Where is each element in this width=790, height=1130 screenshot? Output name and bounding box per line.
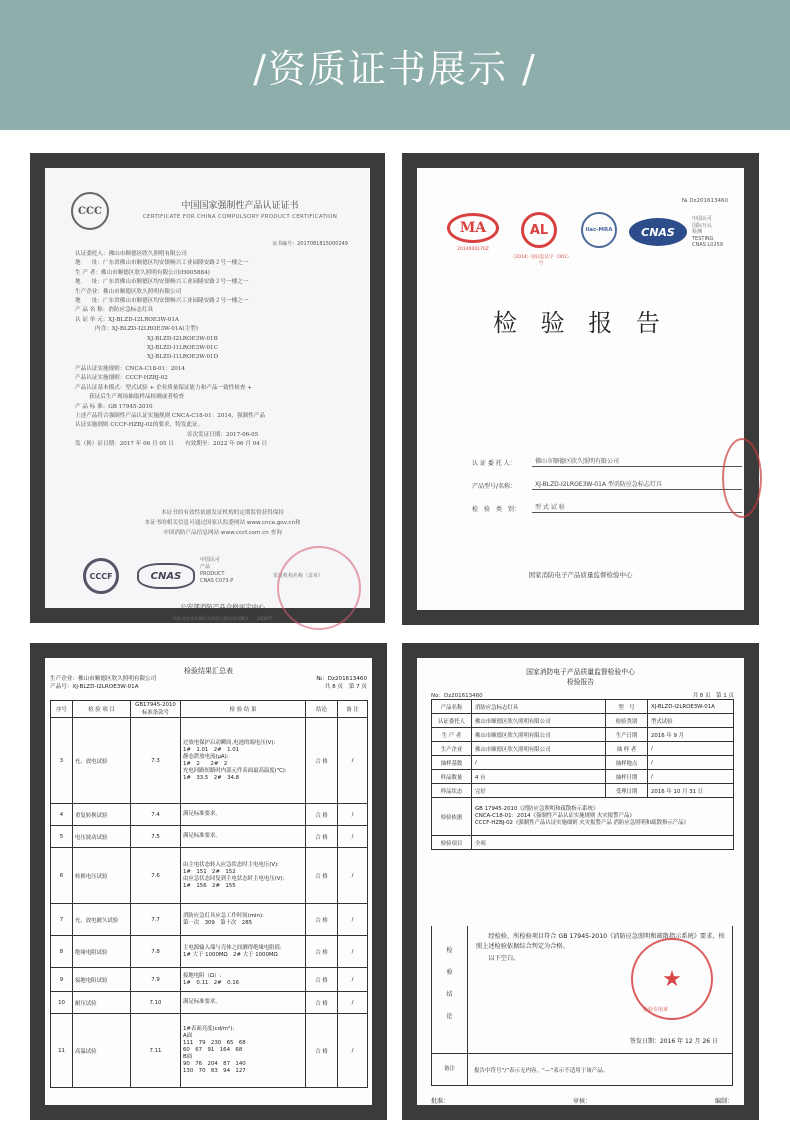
cell-conclusion: 合 格 bbox=[306, 718, 338, 804]
column-header: 检 验 项 目 bbox=[73, 701, 131, 718]
cell-note: / bbox=[338, 826, 368, 848]
table-row bbox=[432, 784, 734, 798]
field-value: XJ-BLZD-I2LROE3W-01A 型消防应急标志灯具 bbox=[532, 479, 742, 490]
cell-clause: 7.6 bbox=[131, 848, 181, 904]
cell-result: 接地电阻（Ω）: 1# 0.11 2# 0.16 bbox=[181, 968, 306, 992]
field-line: 地 址：广东省佛山市顺德区均安镇畅兴工业园隆安路２号一楼之一 bbox=[75, 260, 249, 267]
producer-line: 生产企业：佛山市顺德区欣久照明有限公司 bbox=[50, 676, 157, 682]
issuing-organization: 公安部消防产品合格评定中心 bbox=[180, 603, 265, 611]
issuer-signature-label: 发证机构名称（盖章） bbox=[273, 573, 324, 579]
cell-item: 电压波动试验 bbox=[73, 826, 131, 848]
cell-result: 满足标准要求。 bbox=[181, 992, 306, 1014]
field-line: 获证后生产现场抽取样品检测或者检查 bbox=[89, 394, 185, 401]
page-indicator: 共 8 页 第 1 页 bbox=[692, 693, 734, 699]
model-line: XJ-BLZD-I2LROE3W-01B bbox=[147, 335, 218, 342]
note-line: 中国消防产品信息网站 www.cccf.com.cn 查询 bbox=[163, 530, 282, 536]
cell-label: 受理日期 bbox=[606, 784, 648, 798]
field-line: 上述产品符合强制性产品认证实施规则 CNCA-C18-01：2014、强制性产品 bbox=[75, 412, 266, 419]
summary-title: 检验结果汇总表 bbox=[184, 667, 233, 675]
cell-note: / bbox=[338, 992, 368, 1014]
cell-value: 2016 年 10 月 31 日 bbox=[648, 784, 734, 798]
table-row bbox=[432, 756, 734, 770]
cma-caption: 2014000170Z bbox=[457, 247, 489, 252]
compiler-label: 编制： bbox=[714, 1098, 733, 1105]
cell-item: 高温试验 bbox=[73, 1014, 131, 1088]
cell-note: / bbox=[338, 804, 368, 826]
cell-label: 样品状态 bbox=[432, 784, 472, 798]
ccc-logo-icon: CCC bbox=[71, 192, 109, 230]
cell-conclusion: 合 格 bbox=[306, 968, 338, 992]
field-line: 产品认证实施规则：CNCA-C18-01：2014 bbox=[75, 365, 185, 372]
cnas-line: 检测 bbox=[692, 229, 703, 235]
cell-value: 完好 bbox=[472, 784, 606, 798]
table-row bbox=[432, 770, 734, 784]
column-header: 结论 bbox=[306, 701, 338, 718]
page-title: /资质证书展示 / bbox=[253, 46, 537, 91]
table-row bbox=[432, 836, 734, 850]
conclusion-line: 经检验，所检验项目符合 GB 17945-2010《消防应急照明和疏散指示系统》要求，按照上述检验依据综合判定为合格。 bbox=[476, 933, 725, 950]
table-row bbox=[432, 742, 734, 756]
column-header: GB17945-2010 标准条款号 bbox=[131, 701, 181, 718]
label-char: 验 bbox=[446, 969, 453, 976]
cell-label: 抽 样 者 bbox=[606, 742, 648, 756]
cell-result: 过放电保护启动瞬间,电池的端电压(V): 1# 1.01 2# 1.01 静态泄放电流(μA): 1# 2 2# 2 充电回路短路时内部元件表面最高温度(℃): 1# 33.5 2# 34.8 bbox=[181, 718, 306, 804]
cell-label: 检验类别 bbox=[606, 714, 648, 728]
field-value: 型 式 试 验 bbox=[532, 502, 742, 513]
cell-conclusion: 合 格 bbox=[306, 936, 338, 968]
cell-result: 满足标准要求。 bbox=[181, 804, 306, 826]
cell-clause: 7.5 bbox=[131, 826, 181, 848]
cell-item: 绝缘电阻试验 bbox=[73, 936, 131, 968]
cell-label: 产品名称 bbox=[432, 700, 472, 714]
cell-note: / bbox=[338, 848, 368, 904]
cover-field-row bbox=[472, 490, 742, 513]
cell-value: 佛山市顺德区欣久照明有限公司 bbox=[472, 742, 606, 756]
cell-clause: 7.8 bbox=[131, 936, 181, 968]
field-line: 生产企业：佛山市顺德区欣久照明有限公司 bbox=[75, 288, 182, 295]
field-line: 产 品 标 准：GB 17945-2010 bbox=[75, 403, 153, 410]
table-row bbox=[51, 718, 368, 804]
cell-clause: 7.7 bbox=[131, 904, 181, 936]
cnas-line: TESTING bbox=[692, 235, 714, 242]
cell-item: 转换电压试验 bbox=[73, 848, 131, 904]
cell-label: 生产日期 bbox=[606, 728, 648, 742]
cell-note: / bbox=[338, 1014, 368, 1088]
cell-label: 样品数量 bbox=[432, 770, 472, 784]
field-label: 检 验 类 别： bbox=[472, 506, 521, 513]
cell-value: 4 台 bbox=[472, 770, 606, 784]
reviewer-label: 审核： bbox=[572, 1098, 591, 1105]
cell-result: 满足标准要求。 bbox=[181, 826, 306, 848]
cell-label: 抽样基数 bbox=[432, 756, 472, 770]
model-line: XJ-BLZD-I1LROE3W-01D bbox=[147, 354, 219, 361]
table-row bbox=[432, 728, 734, 742]
cell-conclusion: 合 格 bbox=[306, 1014, 338, 1088]
field-line: 产品认证实施细则：CCCF-HZBJ-02 bbox=[75, 375, 168, 382]
cell-value: 佛山市顺德区欣久照明有限公司 bbox=[472, 714, 606, 728]
notes-text: 报告中符号“/”表示无内容，“—”表示不适用于该产品。 bbox=[474, 1068, 609, 1074]
ccc-certificate-document bbox=[45, 168, 370, 621]
table-row bbox=[432, 798, 734, 836]
table-row bbox=[51, 826, 368, 848]
cell-item: 充、放电试验 bbox=[73, 718, 131, 804]
header-banner bbox=[0, 0, 790, 130]
cell-label: 型 号 bbox=[606, 700, 648, 714]
cell-no: 4 bbox=[51, 804, 73, 826]
cnas-line: CNAS C073-P bbox=[200, 578, 234, 584]
cell-label: 检验项目 bbox=[432, 836, 472, 850]
cell-result: 1#表面亮度(cd/m²): A面 111 79 230 65 68 60 67 91 164 68 B面 90 76 204 87 140 130 70 83 94 127 bbox=[181, 1014, 306, 1088]
signature-row bbox=[431, 1096, 733, 1105]
cover-field-row bbox=[472, 467, 742, 490]
report-cover-document bbox=[417, 168, 744, 610]
field-value: 佛山市顺德区欣久照明有限公司 bbox=[532, 456, 742, 467]
cell-note: / bbox=[338, 936, 368, 968]
field-label: 产品型号/名称： bbox=[472, 483, 517, 490]
cell-value: 佛山市顺德区欣久照明有限公司 bbox=[472, 728, 606, 742]
seal-text: 检验专用章 bbox=[643, 1007, 669, 1013]
cell-note: / bbox=[338, 968, 368, 992]
report-number: №：Dz201613460 bbox=[316, 676, 367, 682]
table-header-row bbox=[51, 701, 368, 718]
cell-conclusion: 合 格 bbox=[306, 904, 338, 936]
cell-result: 消防应急灯具应急工作时间(min): 第一次 309 第十次 285 bbox=[181, 904, 306, 936]
cell-conclusion: 合 格 bbox=[306, 804, 338, 826]
field-line: 地 址：广东省佛山市顺德区均安镇畅兴工业园隆安路２号一楼之一 bbox=[75, 298, 249, 305]
model-line: 产品号：XJ-BLZD-I2LROE3W-01A bbox=[50, 683, 139, 690]
results-summary-document bbox=[45, 658, 372, 1105]
table-row bbox=[51, 804, 368, 826]
cell-label: 抽样日期 bbox=[606, 770, 648, 784]
table-row bbox=[51, 848, 368, 904]
issuer-address: 中国·北京市东城区东四西大街东里108号 100077 bbox=[172, 616, 273, 621]
column-header: 备 注 bbox=[338, 701, 368, 718]
results-table bbox=[50, 700, 368, 1088]
summary-header bbox=[50, 676, 367, 691]
issue-date: 签发日期：2016 年 12 月 26 日 bbox=[629, 1038, 718, 1045]
table-row bbox=[51, 992, 368, 1014]
cma-logo-icon: MA 2014000170Z bbox=[441, 213, 505, 255]
field-line: 生 产 者：佛山市顺德区欣久照明有限公司(H005884) bbox=[75, 269, 210, 276]
cal-logo-icon: AL bbox=[521, 212, 557, 248]
cell-no: 7 bbox=[51, 904, 73, 936]
cell-note: / bbox=[338, 718, 368, 804]
cccf-logo-icon: CCCF bbox=[83, 558, 119, 594]
cell-item: 重复转换试验 bbox=[73, 804, 131, 826]
model-line: 内含：XJ-BLZD-I2LROE3W-01A(主型) bbox=[95, 326, 198, 333]
cell-no: 10 bbox=[51, 992, 73, 1014]
table-row bbox=[51, 936, 368, 968]
report-title: 检验报告 bbox=[566, 678, 595, 686]
cal-caption: （2014）国认监认字（001）号 bbox=[510, 255, 572, 266]
table-row bbox=[432, 700, 734, 714]
cell-value: / bbox=[648, 742, 734, 756]
cell-clause: 7.9 bbox=[131, 968, 181, 992]
field-line: 认 证 单 元：XJ-BLZD-I2LROE3W-01A bbox=[75, 316, 179, 323]
cell-label: 抽样地点 bbox=[606, 756, 648, 770]
cell-item: 耐压试验 bbox=[73, 992, 131, 1014]
certificate-frame-report-cover[interactable] bbox=[402, 153, 759, 625]
cell-value: 型式试验 bbox=[648, 714, 734, 728]
cell-value: 消防应急标志灯具 bbox=[472, 700, 606, 714]
cell-value: / bbox=[648, 756, 734, 770]
cell-label: 生 产 者 bbox=[432, 728, 472, 742]
edge-seal bbox=[722, 438, 762, 518]
cnas-line: 中国认可 bbox=[692, 216, 713, 222]
cnas-logo-icon: CNAS bbox=[629, 218, 687, 246]
cell-note: / bbox=[338, 904, 368, 936]
cnas-logo-icon: CNAS bbox=[137, 563, 195, 589]
cell-conclusion: 合 格 bbox=[306, 992, 338, 1014]
cell-label: 检验依据 bbox=[432, 798, 472, 836]
report-info-table bbox=[431, 699, 734, 850]
notes-label: 备注 bbox=[432, 1054, 468, 1085]
cell-conclusion: 合 格 bbox=[306, 826, 338, 848]
certificate-title: 中国国家强制性产品认证证书 bbox=[181, 201, 299, 211]
cnas-accreditation-text bbox=[692, 216, 723, 249]
testing-center-name: 国家消防电子产品质量监督检验中心 bbox=[526, 668, 635, 676]
label-char: 论 bbox=[446, 1013, 453, 1020]
field-line: 认证实施细则 CCCF-HZBJ-02的要求，特发此证。 bbox=[75, 422, 204, 429]
cell-clause: 7.11 bbox=[131, 1014, 181, 1088]
certificate-fields bbox=[75, 250, 370, 450]
cell-clause: 7.4 bbox=[131, 804, 181, 826]
cnas-line: 中国认可 bbox=[200, 557, 221, 563]
field-line: 地 址：广东省佛山市顺德区均安镇畅兴工业园隆安路２号一楼之一 bbox=[75, 279, 249, 286]
model-line: XJ-BLZD-I1LROE3W-01C bbox=[147, 345, 218, 352]
table-row bbox=[51, 1014, 368, 1088]
table-row bbox=[51, 968, 368, 992]
field-label: 认 证 委 托 人： bbox=[472, 460, 516, 467]
cell-clause: 7.10 bbox=[131, 992, 181, 1014]
cnas-line: CNAS L0259 bbox=[692, 242, 723, 248]
star-seal-icon: ★ bbox=[631, 938, 713, 1020]
cnas-line: 国际互认 bbox=[692, 222, 713, 229]
testing-center-name: 国家消防电子产品质量监督检验中心 bbox=[528, 571, 633, 579]
cell-no: 8 bbox=[51, 936, 73, 968]
conclusion-label bbox=[432, 926, 468, 1053]
column-header: 检 验 结 果 bbox=[181, 701, 306, 718]
cell-value: 全项 bbox=[472, 836, 734, 850]
ilac-mra-logo-icon: ilac-MRA bbox=[581, 212, 617, 248]
report-detail-document bbox=[417, 658, 744, 1105]
cell-item: 充、放电耐久试验 bbox=[73, 904, 131, 936]
cell-value: GB 17945-2010《消防应急照明和疏散指示系统》 CNCA-C18-01：2014《强制性产品认证实施规则 火灾报警产品》 CCCF-HZBJ-02《强制性产品认证实施细则 火灾报警产品 消防应急照明和疏散指示产品》 bbox=[472, 798, 734, 836]
cell-no: 6 bbox=[51, 848, 73, 904]
cell-label: 认证委托人 bbox=[432, 714, 472, 728]
cell-no: 5 bbox=[51, 826, 73, 848]
report-cover-fields bbox=[472, 444, 742, 513]
note-line: 本证书的相关信息可通过国家认监委网站 www.cnca.gov.cn和 bbox=[144, 520, 301, 526]
approver-label: 批准： bbox=[431, 1098, 450, 1105]
cell-value: 2016 年 9 月 bbox=[648, 728, 734, 742]
cnas-line: PRODUCT bbox=[200, 571, 225, 577]
certificate-frame-results-summary[interactable] bbox=[30, 643, 387, 1120]
field-line: 认证委托人：佛山市顺德区欣久照明有限公司 bbox=[75, 251, 187, 257]
cnas-accreditation-text bbox=[200, 557, 233, 585]
certificate-subtitle: CERTIFICATE FOR CHINA COMPULSORY PRODUCT CERTIFICATION bbox=[142, 214, 338, 220]
certificate-notes bbox=[85, 508, 360, 538]
notes-block bbox=[431, 1054, 733, 1086]
report-number: No：Dz201613460 bbox=[431, 693, 483, 699]
cell-clause: 7.3 bbox=[131, 718, 181, 804]
cell-conclusion: 合 格 bbox=[306, 848, 338, 904]
field-line: 首次发证日期：2017-06-05 bbox=[186, 431, 259, 438]
label-char: 结 bbox=[446, 991, 453, 998]
cell-result: 主电源输入端与壳体之间测得绝缘电阻值: 1# 大于 1000MΩ 2# 大于 1000MΩ bbox=[181, 936, 306, 968]
cell-value: / bbox=[472, 756, 606, 770]
column-header: 序号 bbox=[51, 701, 73, 718]
cover-field-row bbox=[472, 444, 742, 467]
field-line: 产 品 名 称：消防应急标志灯具 bbox=[75, 307, 154, 314]
cell-result: 由主电状态转入应急状态时主电电压(V): 1# 151 2# 152 由应急状态回复到主电状态时主电电压(V): 1# 156 2# 155 bbox=[181, 848, 306, 904]
report-title: 检 验 报 告 bbox=[493, 309, 668, 337]
table-row bbox=[432, 714, 734, 728]
cnas-line: 产品 bbox=[200, 564, 211, 570]
cell-value: / bbox=[648, 770, 734, 784]
cell-no: 3 bbox=[51, 718, 73, 804]
certificate-frame-report-detail[interactable] bbox=[402, 643, 759, 1120]
table-row bbox=[51, 904, 368, 936]
page-indicator: 共 8 页 第 7 页 bbox=[324, 683, 367, 690]
certificate-number: 证书编号：2017081815000249 bbox=[272, 241, 348, 247]
cell-item: 接地电阻试验 bbox=[73, 968, 131, 992]
label-char: 检 bbox=[446, 947, 453, 954]
conclusion-line: 以下空白。 bbox=[488, 955, 520, 962]
cell-label: 生产企业 bbox=[432, 742, 472, 756]
note-line: 本证书的有效性依据发证机构的定期监督获得保持 bbox=[160, 510, 285, 516]
field-line: 产品认证基本模式：型式试验 + 企业质量保证能力和产品一致性检查 + bbox=[75, 384, 252, 391]
cell-no: 9 bbox=[51, 968, 73, 992]
cell-no: 11 bbox=[51, 1014, 73, 1088]
report-number: № Dz201613460 bbox=[681, 198, 728, 204]
cell-value: XJ-BLZD-I2LROE3W-01A bbox=[648, 700, 734, 714]
field-line: 发（换）证日期：2017 年 06 月 05 日 有效期至：2022 年 06 月 04 日 bbox=[75, 441, 268, 448]
certificate-frame-ccc[interactable] bbox=[30, 153, 385, 623]
